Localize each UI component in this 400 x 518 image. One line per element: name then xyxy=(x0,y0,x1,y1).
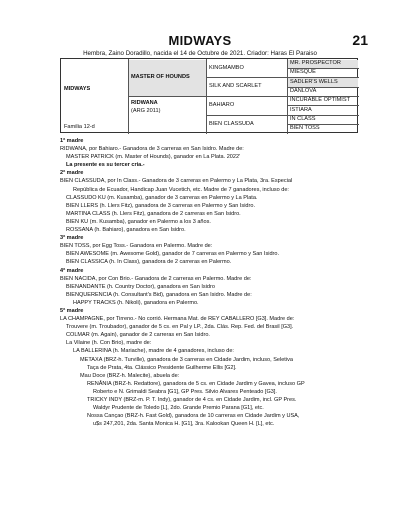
record-line: MASTER PATRICK (m. Master of Hounds), ganador en La Plata. 2022' xyxy=(66,154,241,161)
pedigree-family: Familia 12-d xyxy=(64,123,95,130)
record-line: Nossa Cançao (BRZ-h. Fast Gold), ganadora de 10 carreras en Cidade Jardim y USA, xyxy=(87,413,300,420)
record-line: La Vilaine (h. Con Brio), madre de: xyxy=(66,340,152,347)
pedigree-ancestor: BIEN TOSS xyxy=(290,125,320,132)
pedigree-sire-sire: KINGMAMBO xyxy=(209,64,244,71)
section-heading: 1ª madre xyxy=(60,138,84,144)
record-line: BIENQUERENCIA (h. Consultant's Bid), ganadora en San Isidro. Madre de: xyxy=(66,291,252,298)
record-line: Roberto e N. Grimaldi Seabra [G1], GP Pres. Silvio Alvares Penteado [G3]. xyxy=(93,388,277,395)
pedigree-dam: RIDWANA xyxy=(131,100,158,107)
record-line: RENÂNIA (BRZ-h. Redattore), ganadora de 5 cs. en Cidade Jardim y Gavea, incluso GP xyxy=(87,380,305,387)
record-line: BIEN KU (m. Kusamba), ganador en Palermo a los 3 años. xyxy=(66,218,211,225)
produce-record xyxy=(60,137,370,428)
record-line: BIEN TOSS, por Egg Toss.- Ganadora en Palermo. Madre de: xyxy=(60,243,213,250)
section-heading: 3ª madre xyxy=(60,235,84,242)
section-heading: 2ª madre xyxy=(60,170,84,177)
record-line: Waldyr Prudente de Toledo [L], 2do. Grande Premio Parana [G1], etc. xyxy=(93,405,264,412)
record-line: COLMAR (m. Again), ganador de 2 carreras en San Isidro. xyxy=(66,332,210,339)
pedigree-table xyxy=(60,58,358,133)
pedigree-ancestor: INCURABLE OPTIMIST xyxy=(290,97,350,104)
record-line: MARTINA CLASS (h. Llers Fitz), ganadora de 2 carreras en San Isidro. xyxy=(66,210,241,217)
record-line: RIDWANA, por Bahiaro.- Ganadora de 3 carreras en San Isidro. Madre de: xyxy=(60,146,244,153)
record-line: BIEN CLASSICA (h. In Class), ganadora de 2 carreras en Palermo. xyxy=(66,259,232,266)
pedigree-ancestor: IN CLASS xyxy=(290,116,316,123)
pedigree-dam-dam: BIEN CLASSUDA xyxy=(209,120,254,127)
pedigree-ancestor: DANLOVA xyxy=(290,88,317,95)
record-line: BIENANDANTE (h. Country Doctor), ganadora en San Isidro xyxy=(66,283,215,290)
horse-description: Hembra, Zaino Doradillo, nacida el 14 de Octubre de 2021. Criador: Haras El Paraiso xyxy=(83,50,317,57)
record-line: República de Ecuador, Handicap Juan Vucetich, etc. Madre de 7 ganadores, incluso de: xyxy=(73,186,289,193)
pedigree-ancestor: SADLER'S WELLS xyxy=(288,78,358,87)
record-line: ROSSANA (h. Bahiaro), ganadora en San Isidro. xyxy=(66,227,186,234)
record-line: BIEN LLERS (h. Llers Fitz), ganadora de 3 carreras en Palermo y San Isidro. xyxy=(66,202,255,209)
pedigree-dam-sire: BAHIARO xyxy=(209,102,235,109)
pedigree-sire-dam: SILK AND SCARLET xyxy=(209,83,262,90)
record-line: METAXA (BRZ-h. Turville), ganadora de 3 carreras en Cidade Jardim, incluso, Seletiva xyxy=(80,356,293,363)
pedigree-ancestor: ISTIARA xyxy=(290,106,312,113)
record-line: LA CHAMPAGNE, por Tirreno.- No corrió. Hermana Mat. de REY CABALLERO [G3]. Madre de: xyxy=(60,316,295,323)
pedigree-dam-year: (ARG 2011) xyxy=(131,108,161,115)
pedigree-ancestor: MIESQUE xyxy=(290,69,316,76)
pedigree-sire: MASTER OF HOUNDS xyxy=(129,60,206,96)
record-line: Trouvere (m. Troubador), ganador de 5 cs. en Pal y LP., 2da. Clás. Rep. Fed. del Brasil [G3]. xyxy=(66,324,294,331)
record-line: TRICKY INDY (BRZ-m. P. T. Indy), ganador de 4 cs. en Cidade Jardim, incl. GP Pres. xyxy=(87,397,297,403)
pedigree-horse: MIDWAYS xyxy=(64,86,91,93)
record-line: La presente es su tercer cria.- xyxy=(66,162,145,169)
record-line: CLASSUDO KU (m. Kusamba), ganador de 3 carreras en Palermo y La Plata. xyxy=(66,194,258,201)
record-line: BIEN NACIDA, por Con Brio.- Ganadora de 2 carreras en Palermo. Madre de: xyxy=(60,275,252,282)
pedigree-ancestor: MR. PROSPECTOR xyxy=(288,60,358,68)
record-line: Taça de Prata, 4ta. Clássico Presidente Guilherme Ellis [G2]. xyxy=(87,364,237,371)
record-line: BIEN CLASSUDA, por In Class.- Ganadora de 3 carreras en Palermo y La Plata, 3ra. Especial xyxy=(60,178,293,185)
record-line: LA BALLERINA (h. Mariache), madre de 4 ganadores, incluso de: xyxy=(73,348,234,355)
section-heading: 4ª madre xyxy=(60,267,84,274)
lot-number: 21 xyxy=(352,32,368,48)
record-line: BIEN AWESOME (m. Awesome Gold), ganador de 7 carreras en Palermo y San Isidro. xyxy=(66,251,280,258)
record-line: Mau Doce (BRZ-h. Malecite), abuela de: xyxy=(80,372,180,379)
section-heading: 5ª madre xyxy=(60,307,84,314)
page-title: MIDWAYS xyxy=(168,33,232,48)
record-line: u$s 247,201, 2da. Santa Monica H. [G1], 3ra. Kalookan Queen H. [L], etc. xyxy=(93,421,275,428)
record-line: HAPPY TRACKS (h. Nikoli), ganadora en Palermo. xyxy=(73,299,199,306)
